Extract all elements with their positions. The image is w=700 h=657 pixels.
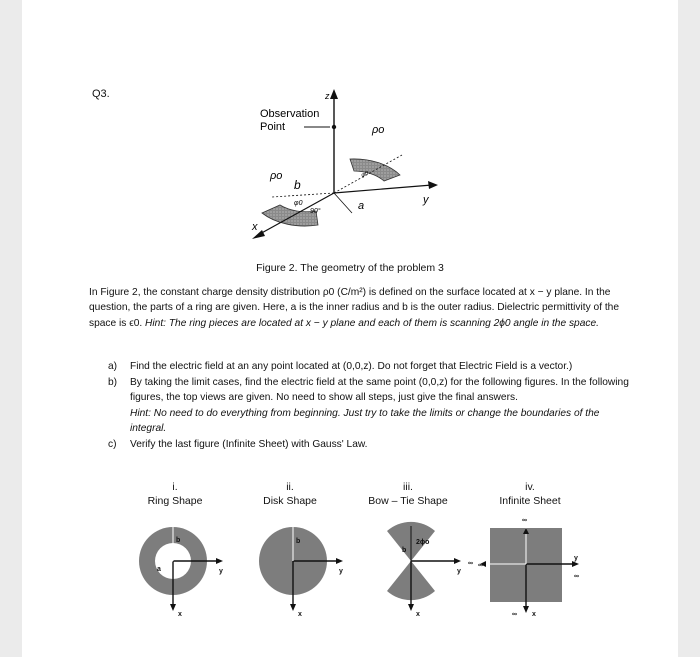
x-label: x [298,611,302,618]
ring-segment-upper [350,159,400,181]
rho-left-label: ρo [270,170,283,182]
x-arrow [523,606,529,613]
question-item-b [108,375,638,437]
shape-label-disk [235,480,345,508]
observation-point [332,125,336,129]
x-label: x [416,611,420,618]
ring-shape-diagram [130,518,230,618]
y-arrow [336,558,343,564]
shape-name: Ring Shape [147,495,203,507]
paragraph-text: In Figure 2, the constant charge density distribution ρ0 (C/m²) is defined on the surface located at x − y plane. In the question, the parts of a ring are given. Here, a is the inner radius and b is the outer radius. Dielectric permittivity of the space is ϵ0. [89,287,620,329]
question-item-a [108,359,638,375]
item-hint: Hint: No need to do everything from beginning. Just try to take the limits or change the boundaries of the integral. [130,407,600,435]
shape-number: iii. [403,481,413,493]
item-text: Verify the last figure (Infinite Sheet) with Gauss' Law. [130,438,368,450]
item-text: Find the electric field at an any point located at (0,0,z). Do not forget that Electric Field is a vector.) [130,361,573,372]
z-arrow [330,89,338,99]
x-label: x [178,611,182,618]
x-arrow [170,604,176,611]
b-label: b [294,178,301,192]
figure-caption: Figure 2. The geometry of the problem 3 [256,262,444,274]
infinite-sheet-diagram [478,512,592,622]
figure-2-geometry [222,85,462,245]
shape-number: i. [172,481,178,493]
x-label: x [532,611,536,618]
shape-name: Infinite Sheet [499,495,561,507]
phi-angle-label: φ0 [294,200,303,207]
document-page [22,0,678,657]
a-label: a [358,200,365,212]
bowtie-shape-diagram [368,518,478,618]
y-label: y [457,568,461,575]
question-number: Q3. [92,88,110,100]
item-text: By taking the limit cases, find the electric field at the same point (0,0,z) for the following figures. In the following figures, the top views are given. No need to show all steps, just give the final answers. [130,376,629,404]
inf-y: ∞ [468,560,473,567]
inf-top: ∞ [522,517,527,524]
shape-label-bowtie [348,480,468,508]
paragraph-hint: Hint: The ring pieces are located at x − y plane and each of them is scanning 2ϕ0 angle in the space. [145,317,599,329]
a-label: a [157,566,161,573]
problem-paragraph [89,285,637,331]
b-label: b [296,538,301,545]
y-arrow [454,558,461,564]
inf-right: ∞ [574,573,579,580]
observation-label-2: Point [260,121,286,133]
x-arrow [290,604,296,611]
shape-number: ii. [286,481,294,493]
inf-left: ∞ [478,562,483,569]
question-list [108,359,638,453]
shape-name: Bow – Tie Shape [368,495,448,507]
item-label: c) [108,438,117,450]
inf-bottom: ∞ [512,611,517,618]
radial-dash-2 [272,193,334,197]
y-arrow [428,181,438,189]
angle-90-label: 90° [310,208,321,215]
y-label: y [574,555,578,562]
y-label: y [339,568,343,575]
shape-name: Disk Shape [263,495,317,507]
item-label: b) [108,376,118,388]
rho-top-label: ρo [372,124,385,136]
z-label: z [325,91,330,101]
y-label: y [423,194,429,206]
question-item-c [108,437,638,453]
b-label: b [176,537,181,544]
shape-label-sheet [470,480,590,508]
shape-number: iv. [525,481,535,493]
b-label: b [402,547,407,554]
y-axis [334,185,432,193]
item-label: a) [108,361,118,372]
observation-label-1: Observation [260,108,320,120]
upper-angle-label: φ0 [360,170,370,179]
y-arrow [216,558,223,564]
two-phi-label: 2ϕo [416,539,430,546]
radial-a [334,193,352,213]
y-label: y [219,568,223,575]
disk-shape-diagram [250,518,350,618]
shape-label-ring [120,480,230,508]
x-label: x [252,221,258,233]
x-arrow [408,604,414,611]
